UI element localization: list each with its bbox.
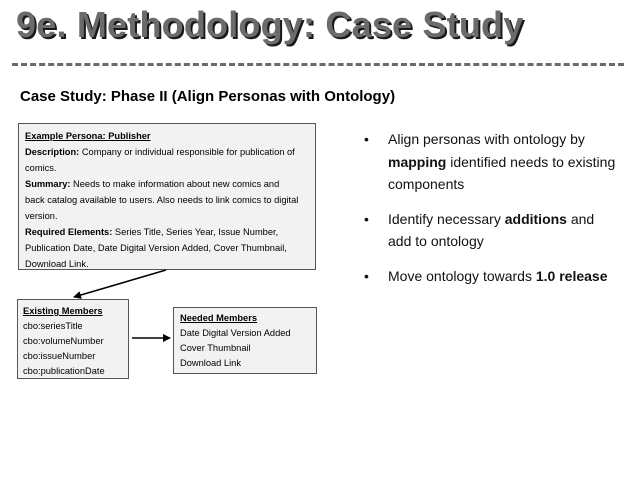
needed-member-item: Download Link [180,358,241,368]
elements-text-3: Download Link. [25,259,89,269]
bullet-3-text-pre: Move ontology towards [388,267,536,284]
bullet-item-move [354,265,616,288]
slide-title: 9e. Methodology: Case Study [16,4,524,45]
needed-member-item: Cover Thumbnail [180,343,251,353]
existing-member-item: cbo:issueNumber [23,351,96,361]
bullet-2-text-pre: Identify necessary [388,210,505,227]
elements-label: Required Elements: [25,227,113,237]
elements-text-2: Publication Date, Date Digital Version Added, Cover Thumbnail, [25,243,287,253]
bullet-1-bold: mapping [388,153,447,170]
bullet-item-align [354,128,616,196]
bullet-marker: • [364,131,369,147]
bullet-marker: • [364,267,369,284]
description-text-2: comics. [25,163,57,173]
persona-heading: Example Persona: Publisher [25,131,151,141]
elements-text-1: Series Title, Series Year, Issue Number, [112,227,279,237]
bullet-3-bold: 1.0 release [535,267,608,284]
description-text-1: Company or individual responsible for publication of [79,147,295,157]
description-label: Description: [25,147,80,157]
bullet-1-text-post: identified needs to existing components [388,153,616,192]
summary-label: Summary: [25,179,71,189]
bullet-2-text-post: and add to ontology [388,210,595,249]
existing-members-heading: Existing Members [23,306,103,316]
bullet-marker: • [364,210,369,227]
summary-text-3: version. [25,211,58,221]
slide-subtitle: Case Study: Phase II (Align Personas with Ontology) [20,88,396,105]
bullet-2-bold: additions [504,210,567,227]
summary-text-2: back catalog available to users. Also needs to link comics to digital [25,195,299,205]
existing-member-item: cbo:volumeNumber [23,336,104,346]
existing-member-item: cbo:publicationDate [23,366,105,376]
needed-members-heading: Needed Members [180,313,257,323]
persona-to-existing-arrow [74,270,166,297]
needed-member-item: Date Digital Version Added [180,328,291,338]
existing-member-item: cbo:seriesTitle [23,321,83,331]
bullet-1-text-pre: Align personas with ontology by [388,131,585,147]
summary-text-1: Needs to make information about new comics and [70,179,280,189]
bullet-item-identify [354,208,616,253]
bullet-list [354,128,616,299]
